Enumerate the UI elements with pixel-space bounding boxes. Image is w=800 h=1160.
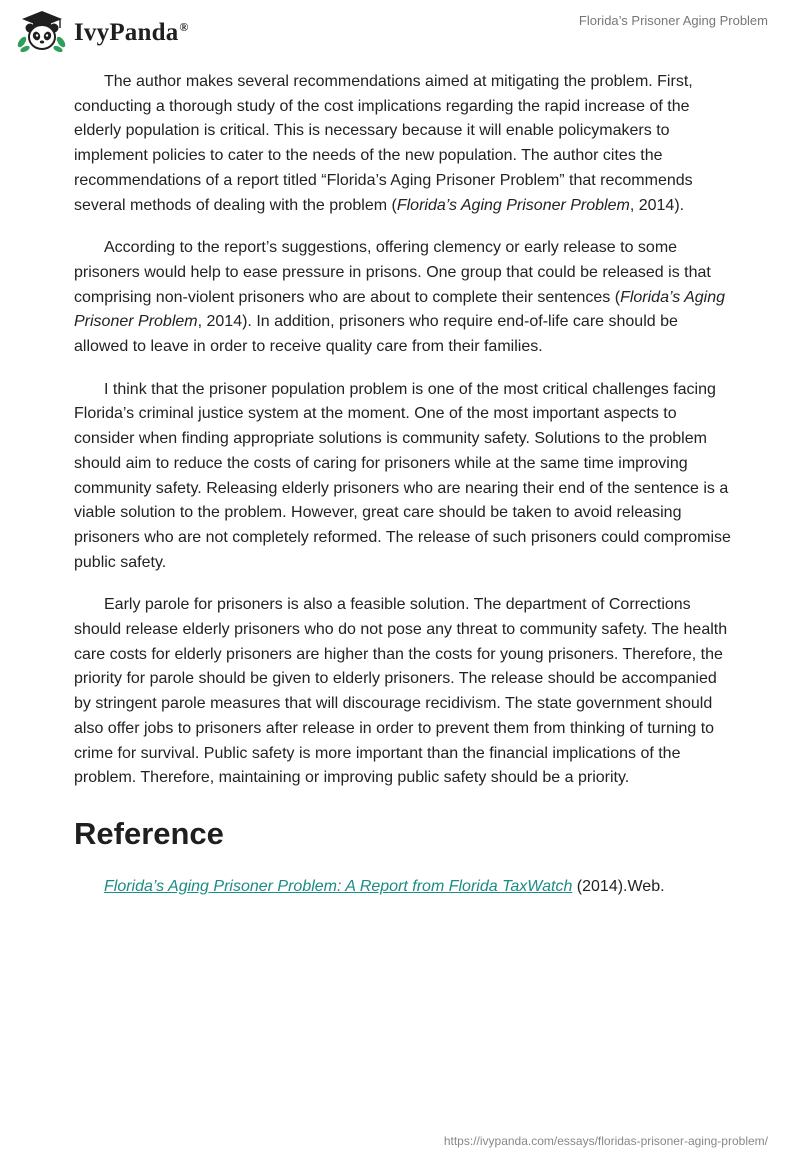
body-paragraph (74, 378, 734, 576)
document-title: Florida’s Prisoner Aging Problem (578, 13, 768, 28)
brand-name (74, 19, 189, 47)
brand-logo[interactable] (14, 8, 189, 54)
paragraph-text: I think that the prisoner population problem is one of the most critical challenges facing Florida’s criminal justice system at the moment. One of the most important aspects to consider when finding appropriate solutions is community safety. Solutions to the problem should aim to reduce the costs of caring for prisoners while at the same time improving community safety. Releasing elderly prisoners who are nearing their end of the sentence is a viable solution to the problem. However, great care should be taken to avoid releasing prisoners who are not completely reformed. The release of such prisoners could compromise public safety. (74, 380, 731, 571)
brand-name-text: IvyPanda (74, 19, 179, 46)
reference-link[interactable]: Florida’s Aging Prisoner Problem: A Report from Florida TaxWatch (104, 877, 573, 895)
body-paragraph (74, 593, 734, 791)
body-paragraph (74, 236, 734, 360)
essay-content (74, 70, 734, 900)
panda-logo-icon (14, 8, 72, 54)
reference-heading: Reference (74, 815, 224, 851)
paragraph-text: Early parole for prisoners is also a feasible solution. The department of Corrections should release elderly prisoners who do not pose any threat to community safety. The health care costs for elderly prisoners are higher than the costs for young prisoners. Therefore, the priority for parole should be given to elderly prisoners. The release should be accompanied by stringent parole measures that will discourage recidivism. The state government should also offer jobs to prisoners after release in order to prevent them from thinking of turning to crime for survival. Public safety is more important than the financial implications of the problem. Therefore, maintaining or improving public safety should be a priority. (74, 596, 728, 787)
paragraph-text: The author makes several recommendations aimed at mitigating the problem. First, conducting a thorough study of the cost implications regarding the rapid increase of the elderly population is critical. This is necessary because it will enable policymakers to implement policies to cater to the needs of the new population. The author cites the recommendations of a report titled “Florida’s Aging Prisoner Problem” that recommends several methods of dealing with the problem ( (74, 73, 693, 214)
page-url: https://ivypanda.com/essays/floridas-prisoner-aging-problem/ (443, 1134, 768, 1148)
paragraph-text: According to the report’s suggestions, offering clemency or early release to some prisoners would help to ease pressure in prisons. One group that could be released is that comprising non-violent prisoners who are about to complete their sentences ( (74, 239, 711, 306)
essay-body (74, 70, 734, 791)
reference-suffix: (2014).Web. (572, 877, 665, 895)
cited-title: Florida’s Aging Prisoner Problem (74, 288, 726, 331)
registered-mark: ® (179, 19, 189, 34)
body-paragraph (74, 70, 734, 218)
reference-entry (74, 875, 734, 900)
cited-title: Florida’s Aging Prisoner Problem (396, 196, 630, 214)
paragraph-text: , 2014). (629, 196, 685, 214)
paragraph-text: , 2014). In addition, prisoners who require end-of-life care should be allowed to leave in order to receive quality care from their families. (74, 313, 678, 356)
